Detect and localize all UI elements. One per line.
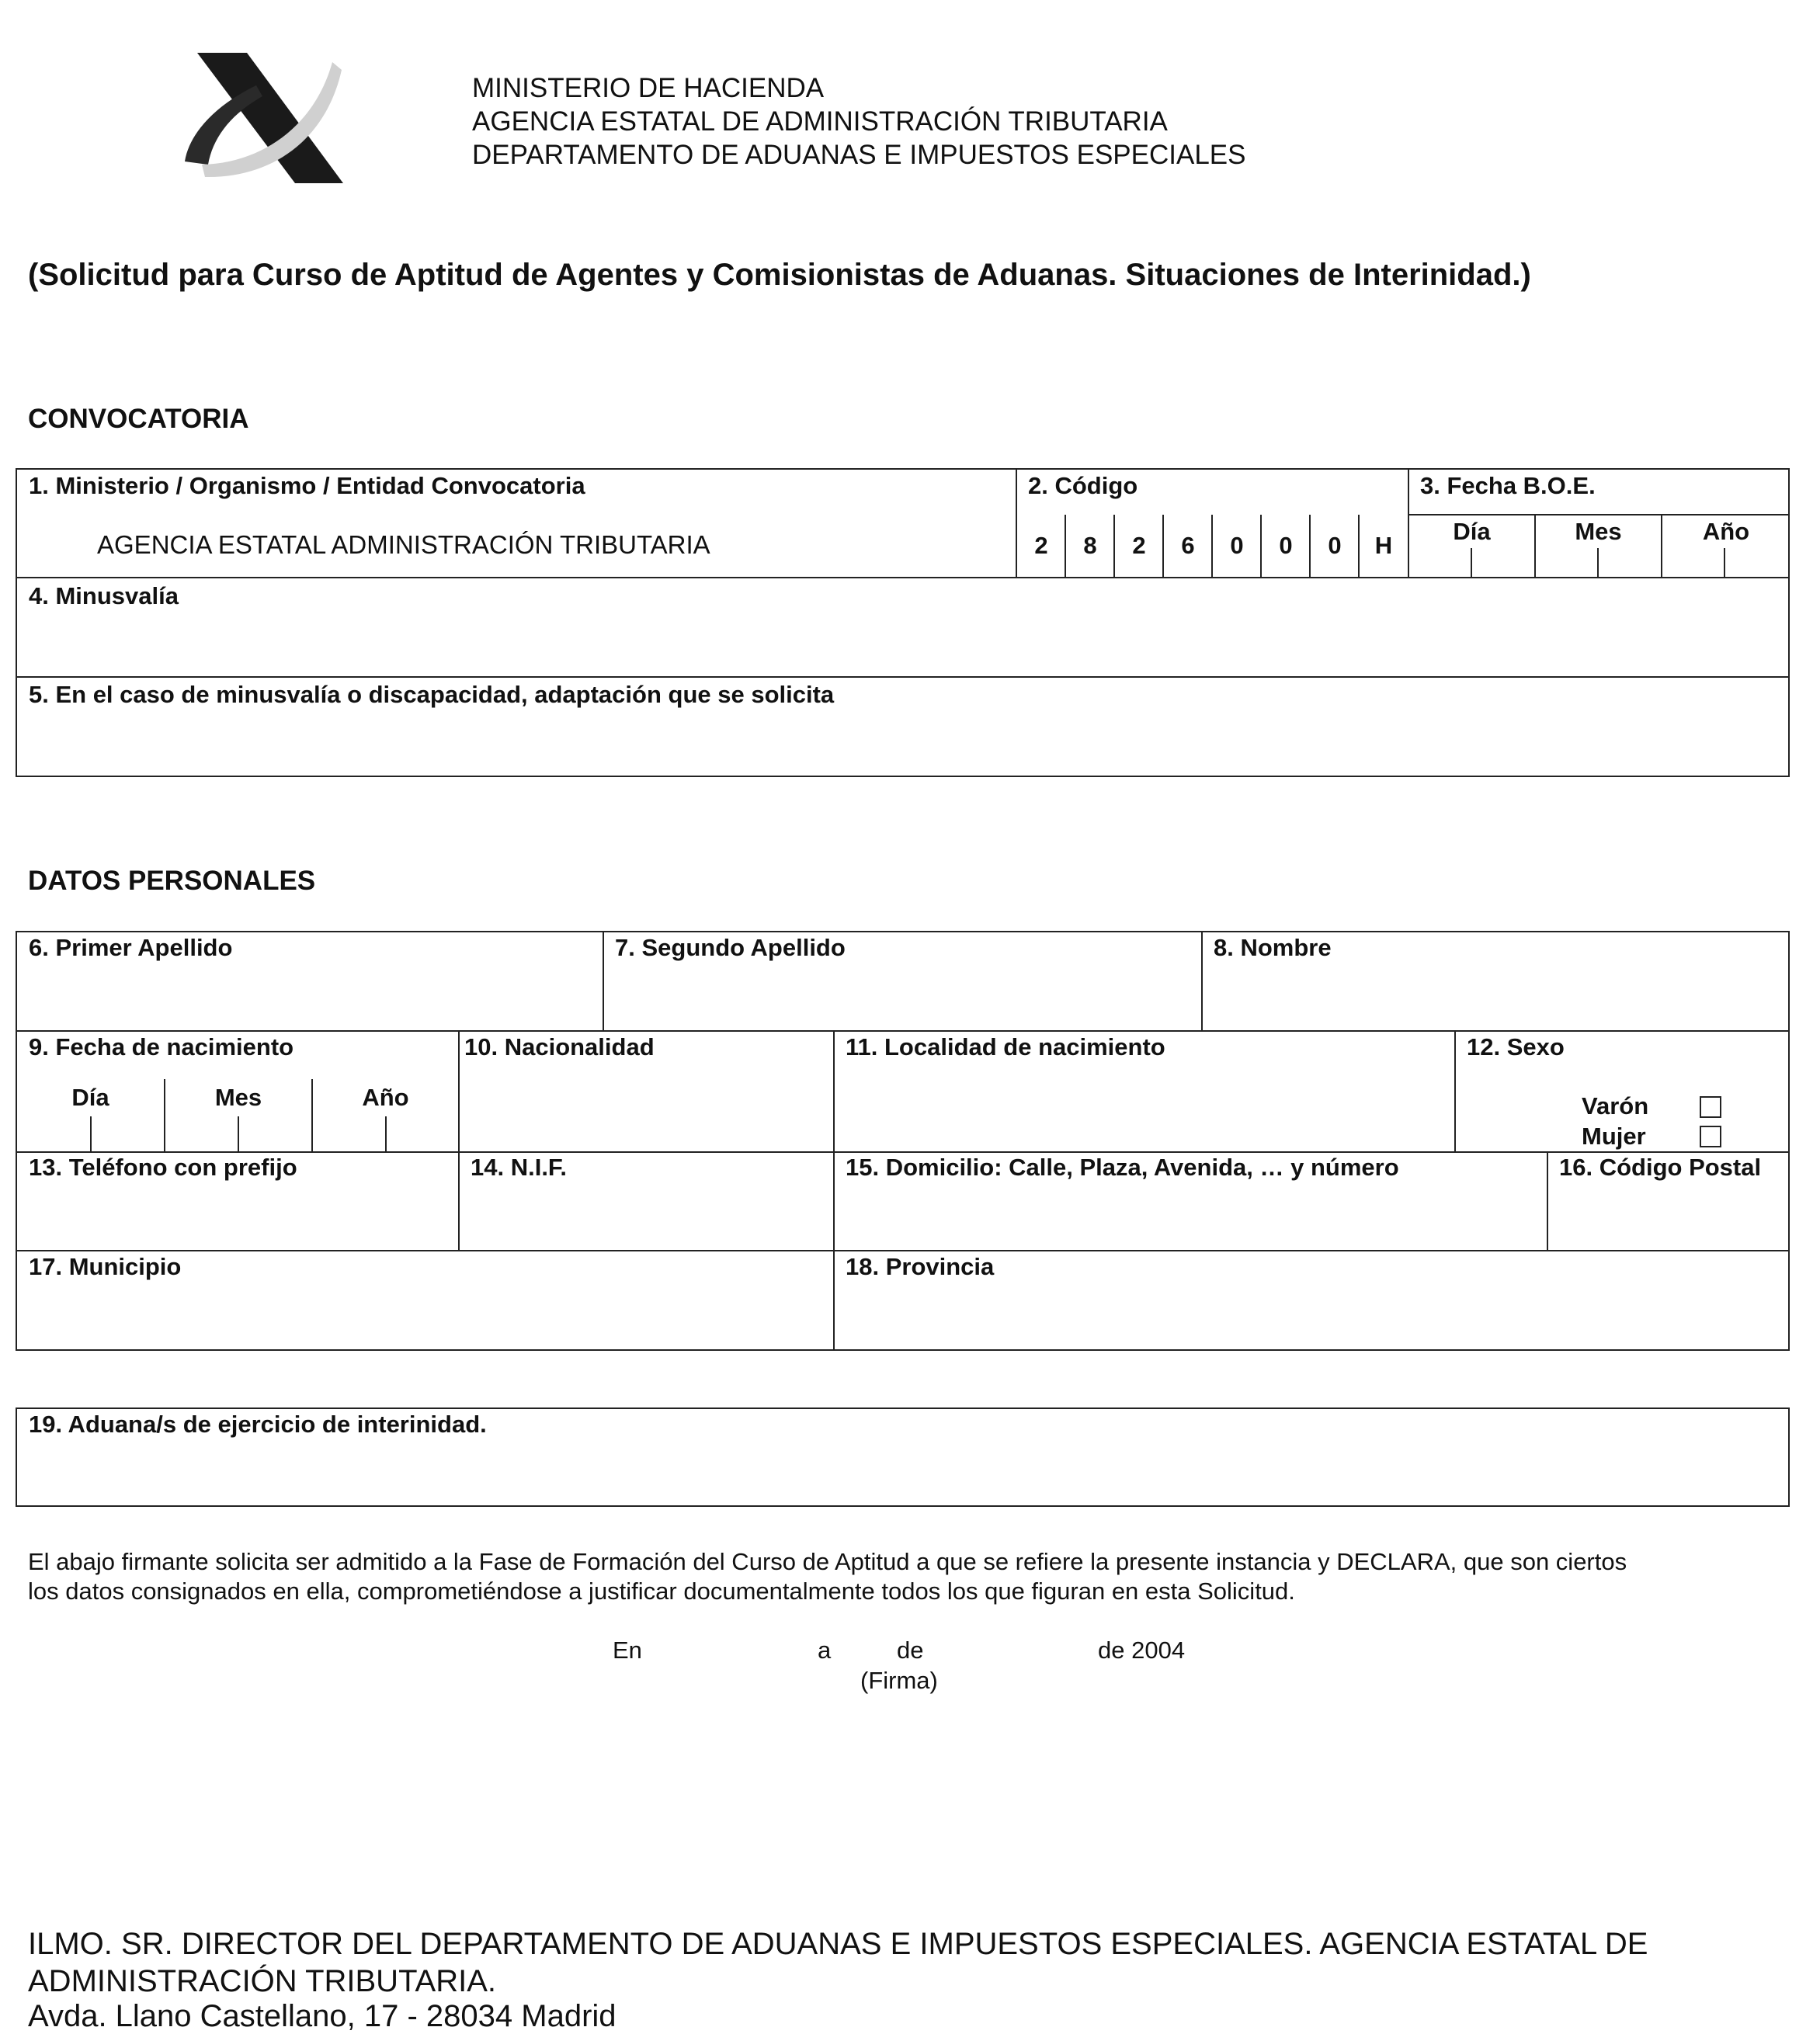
sexo-mujer-label: Mujer [1582,1123,1646,1150]
field-4-label: 4. Minusvalía [29,582,179,609]
field-9-label: 9. Fecha de nacimiento [29,1033,294,1060]
codigo-digit: H [1374,532,1393,559]
field-2-label: 2. Código [1028,472,1138,499]
field-3-label: 3. Fecha B.O.E. [1420,472,1596,499]
declaration-line-1: El abajo firmante solicita ser admitido a la Fase de Formación del Curso de Aptitud a que se refiere la presente instancia y DECLARA, que son ciertos [28,1548,1627,1575]
field-13-label: 13. Teléfono con prefijo [29,1154,297,1181]
signature-year: de 2004 [1098,1637,1186,1664]
birth-anio-label: Año [362,1084,409,1111]
convocatoria-heading: CONVOCATORIA [28,404,249,434]
field-10-label: 10. Nacionalidad [464,1033,655,1060]
footer-addressee-1: ILMO. SR. DIRECTOR DEL DEPARTAMENTO DE ADUANAS E IMPUESTOS ESPECIALES. AGENCIA ESTATAL DE [28,1927,1648,1961]
header-department: DEPARTAMENTO DE ADUANAS E IMPUESTOS ESPECIALES [472,140,1246,170]
codigo-digit: 6 [1181,532,1195,559]
field-5-label: 5. En el caso de minusvalía o discapacidad, adaptación que se solicita [29,681,835,708]
header-agency: AGENCIA ESTATAL DE ADMINISTRACIÓN TRIBUTARIA [472,106,1168,137]
field-8-label: 8. Nombre [1214,934,1332,961]
codigo-digit: 0 [1328,532,1342,559]
codigo-digit: 8 [1083,532,1097,559]
field-7-label: 7. Segundo Apellido [615,934,846,961]
field-14-label: 14. N.I.F. [471,1154,568,1181]
codigo-digit: 0 [1230,532,1244,559]
signature-en: En [613,1637,642,1664]
codigo-digit: 2 [1034,532,1048,559]
field-6-label: 6. Primer Apellido [29,934,233,961]
signature-de: de [897,1637,924,1664]
field-12-label: 12. Sexo [1467,1033,1565,1060]
footer-addressee-2: ADMINISTRACIÓN TRIBUTARIA. [28,1964,497,1998]
birth-mes-label: Mes [214,1084,262,1111]
signature-a: a [818,1637,832,1664]
footer-address: Avda. Llano Castellano, 17 - 28034 Madrid [28,1999,617,2033]
header-ministry: MINISTERIO DE HACIENDA [472,73,825,103]
field-18-label: 18. Provincia [846,1253,995,1280]
signature-firma: (Firma) [860,1667,938,1694]
codigo-digit: 0 [1279,532,1293,559]
field-11-label: 11. Localidad de nacimiento [846,1033,1165,1060]
page-title: (Solicitud para Curso de Aptitud de Agentes y Comisionistas de Aduanas. Situaciones de Interinidad.) [28,258,1531,292]
boe-anio-label: Año [1702,518,1750,545]
birth-dia-label: Día [71,1084,109,1111]
datos-personales-table [16,931,1790,1351]
boe-mes-label: Mes [1575,518,1622,545]
agency-logo [179,47,349,194]
field-1-value: AGENCIA ESTATAL ADMINISTRACIÓN TRIBUTARIA [97,530,710,559]
boe-dia-label: Día [1453,518,1491,545]
field-16-label: 16. Código Postal [1559,1154,1762,1181]
codigo-digit: 2 [1132,532,1146,559]
field-1-label: 1. Ministerio / Organismo / Entidad Convocatoria [29,472,585,499]
field-15-label: 15. Domicilio: Calle, Plaza, Avenida, … y número [846,1154,1399,1181]
field-17-label: 17. Municipio [29,1253,182,1280]
mujer-checkbox[interactable] [1700,1126,1721,1147]
declaration-line-2: los datos consignados en ella, comprometiéndose a justificar documentalmente todos los que figuran en esta Solicitud. [28,1578,1295,1605]
varon-checkbox[interactable] [1700,1096,1721,1118]
datos-personales-heading: DATOS PERSONALES [28,866,316,896]
sexo-varon-label: Varón [1582,1092,1649,1119]
field-19-label: 19. Aduana/s de ejercicio de interinidad. [29,1411,487,1438]
